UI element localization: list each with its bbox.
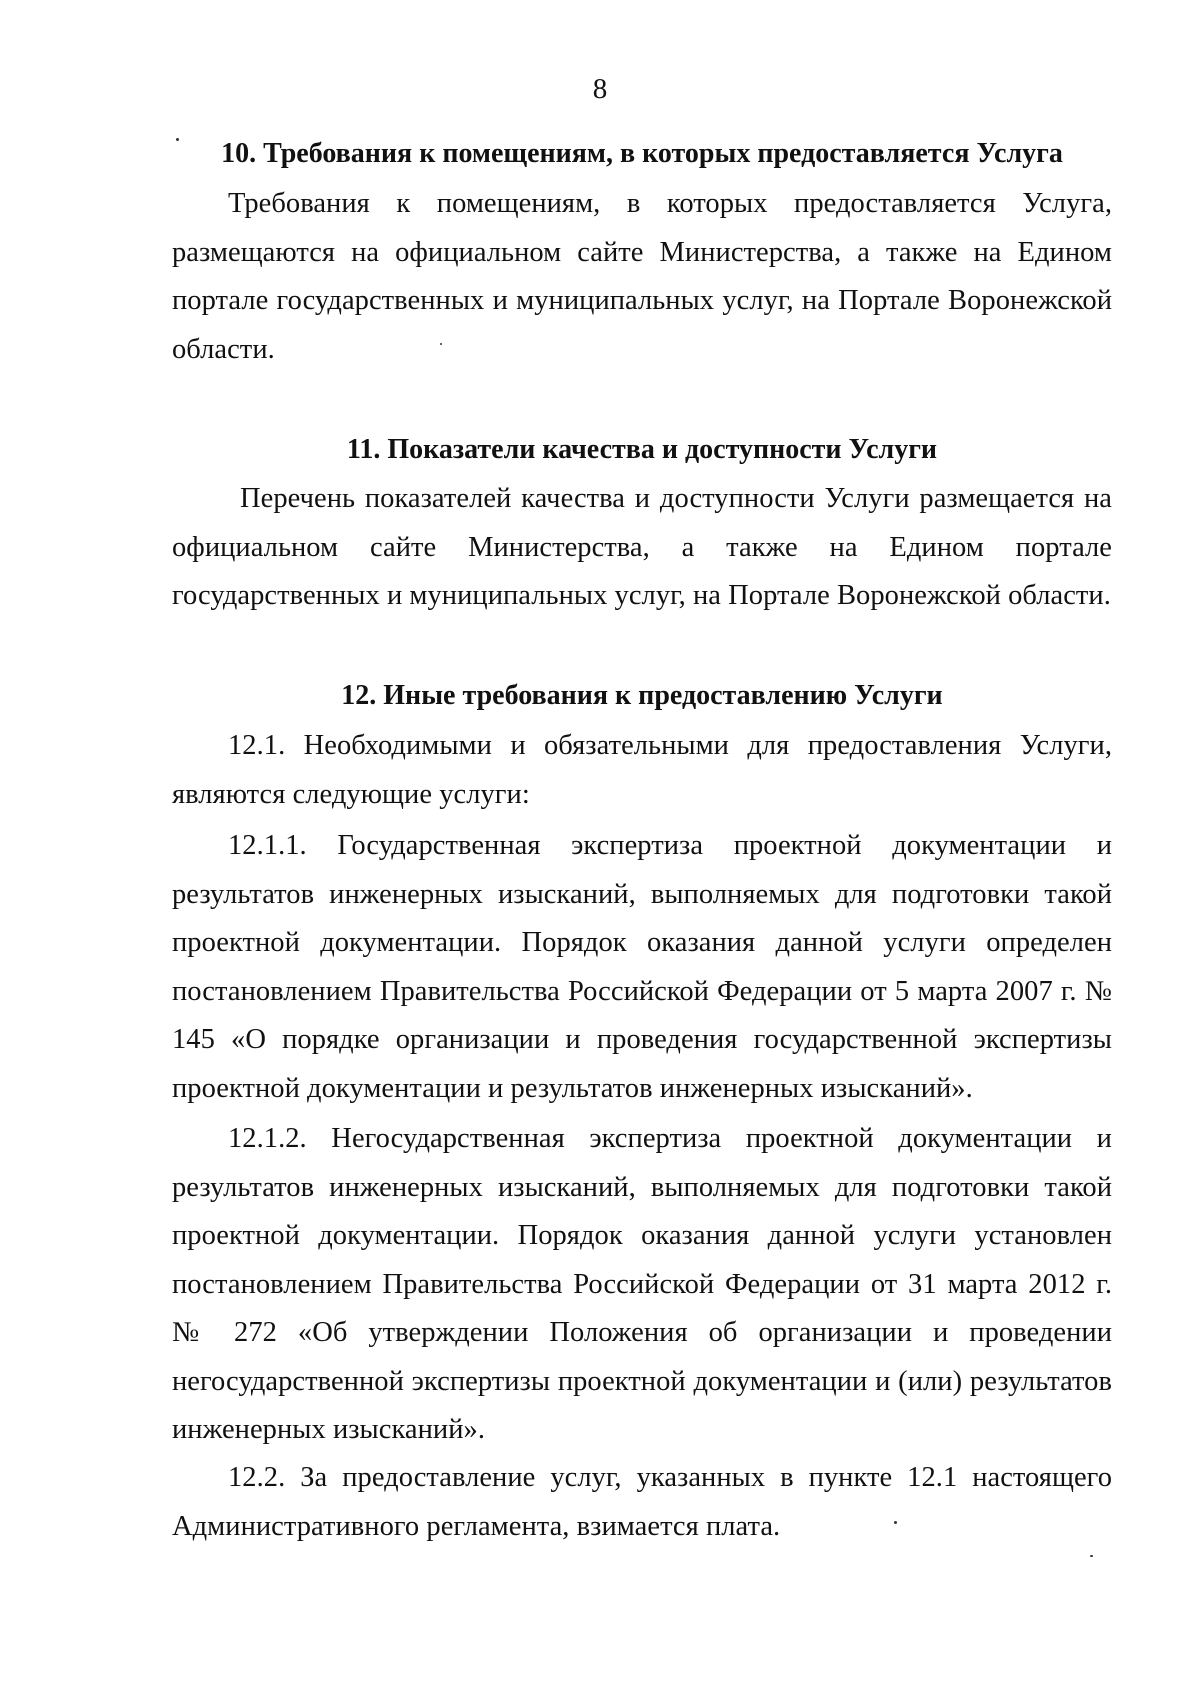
section-11-paragraph: Перечень показателей качества и доступности Услуги размещается на официальном сайте Министерства, а также на Едином портале государственных и муниципальных услуг, на Портале Воронежской области. [172,483,1112,611]
scan-speck [440,343,442,345]
scan-speck [1090,1555,1093,1557]
section-10-paragraph: Требования к помещениям, в которых предоставляется Услуга, размещаются на официальном сайте Министерства, а также на Едином портале государственных и муниципальных услуг, на Портале Воронежской области. [172,188,1112,365]
paragraph-12-1: 12.1. Необходимыми и обязательными для предоставления Услуги, являются следующие услуги: [172,730,1112,810]
page-number: 8 [592,73,608,105]
section-12-heading: 12. Иные требования к предоставлению Услуги [341,680,943,711]
paragraph-12-1-2: 12.1.2. Негосударственная экспертиза проектной документации и результатов инженерных изысканий, выполняемых для подготовки такой проектной документации. Порядок оказания данной услуги установлен постановлением Правительства Российской Федерации от 31 марта 2012 г. № 272 «Об утверждении Положения об организации и проведении негосударственной экспертизы проектной документации и (или) результатов инженерных изысканий». [172,1123,1112,1445]
section-11-heading: 11. Показатели качества и доступности Услуги [346,434,938,465]
paragraph-12-2: 12.2. За предоставление услуг, указанных в пункте 12.1 настоящего Административного регламента, взимается плата. [172,1462,1112,1542]
paragraph-12-1-1: 12.1.1. Государственная экспертиза проектной документации и результатов инженерных изысканий, выполняемых для подготовки такой проектной документации. Порядок оказания данной услуги определен постановлением Правительства Российской Федерации от 5 марта 2007 г. № 145 «О порядке организации и проведения государственной экспертизы проектной документации и результатов инженерных изысканий». [172,830,1112,1104]
section-10-heading: 10. Требования к помещениям, в которых предоставляется Услуга [221,138,1063,169]
scan-speck [894,1521,897,1524]
scan-speck [176,138,179,141]
